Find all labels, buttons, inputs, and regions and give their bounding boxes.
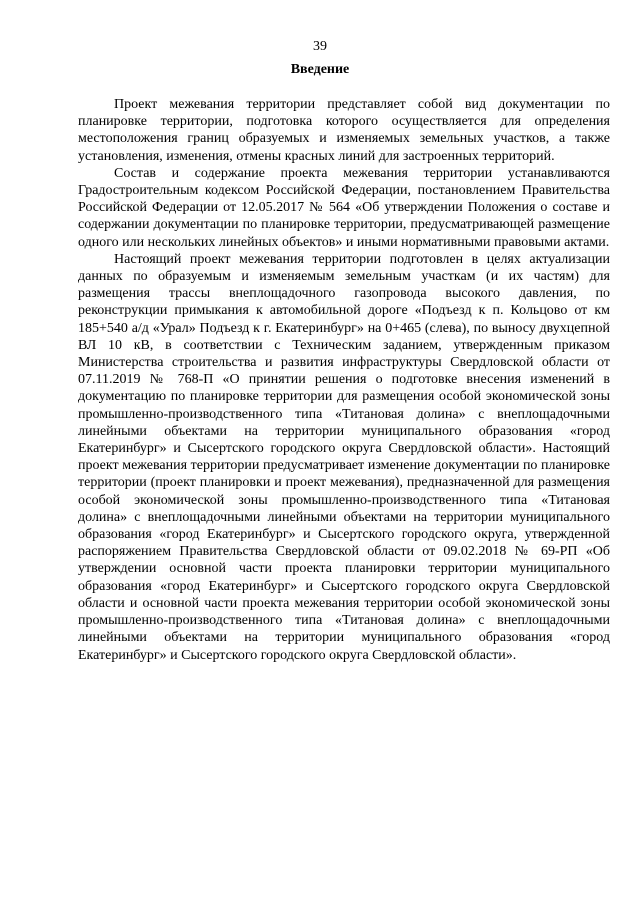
paragraph-2: Состав и содержание проекта межевания территории устанавливаются Градостроительным кодексом Российской Федерации, постановлением Правительства Российской Федерации от 12.05.2017 № 564 «Об утверждении Положения о составе и содержании документации по планировке территории, предусматривающей размещение одного или нескольких линейных объектов» и иными нормативными правовыми актами. (78, 165, 610, 250)
paragraph-1: Проект межевания территории представляет собой вид документации по планировке территории, подготовка которого осуществляется для определения местоположения границ образуемых и изменяемых земельных участков, а также установления, изменения, отмены красных линий для застроенных территорий. (78, 97, 610, 164)
document-body (78, 96, 610, 664)
section-title: Введение (290, 62, 350, 77)
page-number: 39 (313, 39, 327, 54)
paragraph-3: Настоящий проект межевания территории подготовлен в целях актуализации данных по образуемым и изменяемым земельным участкам (и их частям) для размещения трассы внеплощадочного газопровода высокого давления, по реконструкции примыкания к автомобильной дороге «Подъезд к п. Кольцово от км 185+540 а/д «Урал» Подъезд к г. Екатеринбург» на 0+465 (слева), по выносу двухцепной ВЛ 10 кВ, в соответствии с Техническим заданием, утвержденным приказом Министерства строительства и развития инфраструктуры Свердловской области от 07.11.2019 № 768-П «О принятии решения о подготовке внесения изменений в документацию по планировке территории для размещения особой экономической зоны промышленно-производственного типа «Титановая долина» с внеплощадочными линейными объектами на территории муниципального образования «город Екатеринбург» и Сысертского городского округа Свердловской области». Настоящий проект межевания территории предусматривает изменение документации по планировке территории (проект планировки и проект межевания), предназначенной для размещения особой экономической зоны промышленно-производственного типа «Титановая долина» с внеплощадочными линейными объектами на территории муниципального образования «город Екатеринбург» и Сысертского городского округа, утвержденной распоряжением Правительства Свердловской области от 09.02.2018 № 69-РП «Об утверждении основной части проекта планировки территории муниципального образования «город Екатеринбург» и Сысертского городского округа Свердловской области и основной части проекта межевания территории особой экономической зоны промышленно-производственного типа «Титановая долина» с внеплощадочными линейными объектами на территории муниципального образования «город Екатеринбург» и Сысертского городского округа Свердловской области». (78, 251, 610, 663)
